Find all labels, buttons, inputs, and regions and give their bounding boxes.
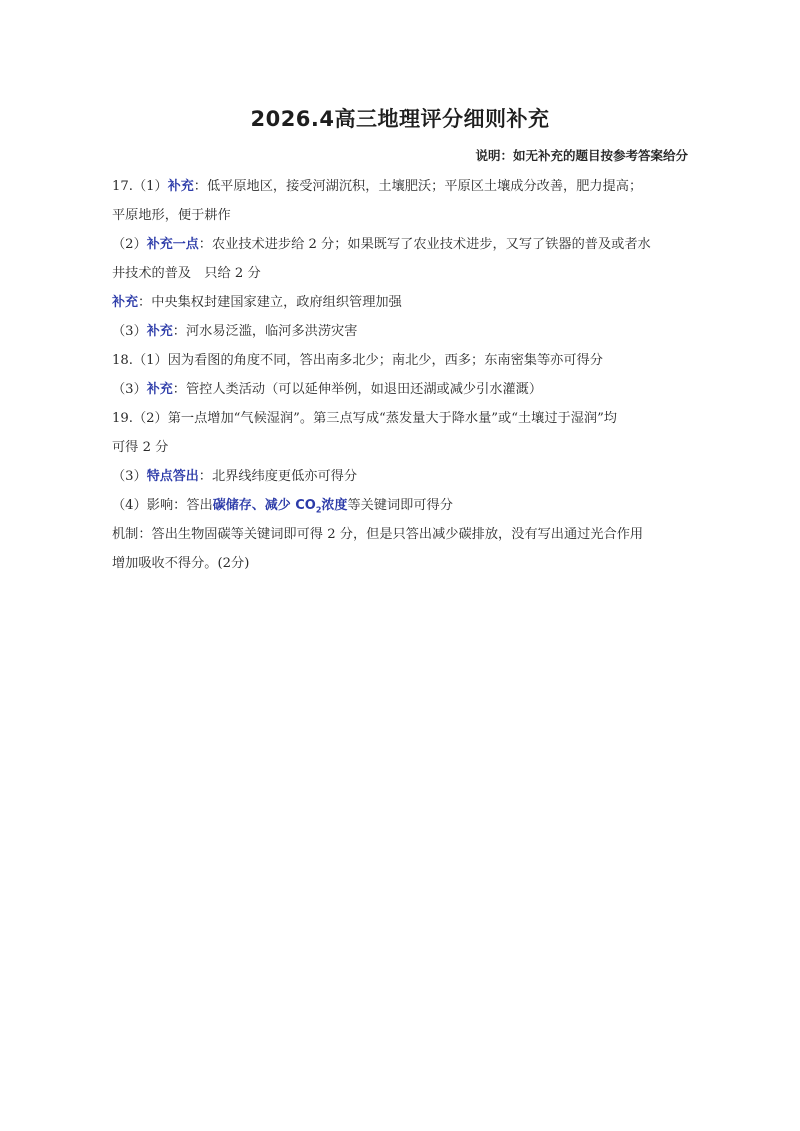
q17-part2-highlight: 补充一点 [146,237,199,252]
q17-part3-number: （3） [112,324,147,339]
q17-part2-line2: 井技术的普及 只给 2 分 [112,266,261,281]
q19-part4-subscript: 2 [315,505,322,515]
q17-part2-supplement [112,288,698,317]
q19-part2-line2: 可得 2 分 [112,440,169,455]
q17-part1-line1 [112,172,698,201]
q18-part3-number: （3） [112,382,147,397]
q19-part4-highlight-b: 浓度 [321,498,348,513]
q17-part3-line [112,317,698,346]
q18-part1-line: 18.（1）因为看图的角度不同，答出南多北少；南北少，西多；东南密集等亦可得分 [112,353,603,368]
scoring-note: 说明：如无补充的题目按参考答案给分 [475,148,688,163]
q17-part1-number: 17.（1） [112,179,168,194]
q17-part1-text: ：低平原地区，接受河湖沉积，土壤肥沃；平原区土壤成分改善，肥力提高； [193,179,643,194]
q19-mechanism-line2: 增加吸收不得分。(2分) [112,556,250,571]
q17-part1-line2: 平原地形，便于耕作 [112,208,231,223]
q19-part4-suffix: 等关键词即可得分 [347,498,453,513]
q19-part3-highlight: 特点答出 [146,469,199,484]
q17-part1-highlight: 补充 [167,179,194,194]
document-body [112,172,698,578]
q17-part2-number: （2） [112,237,147,252]
q19-part4-highlight-a: 碳储存、减少 CO [212,498,316,513]
q17-part2-supplement-text: ：中央集权封建国家建立，政府组织管理加强 [138,295,402,310]
q17-part3-highlight: 补充 [146,324,173,339]
document-title: 2026.4高三地理评分细则补充 [250,107,550,131]
q19-part3-number: （3） [112,469,147,484]
q19-part3-line [112,462,698,491]
q17-part2-supplement-highlight: 补充 [112,295,139,310]
q18-part3-line [112,375,698,404]
q19-part2-line1: 19.（2）第一点增加“气候湿润”。第三点写成“蒸发量大于降水量”或“土壤过于湿润”均 [112,411,617,426]
q19-part4-highlight [213,498,348,513]
q19-part4-line [112,491,698,520]
q18-part3-text: ：管控人类活动（可以延伸举例，如退田还湖或减少引水灌溉） [172,382,543,397]
q17-part2-line1 [112,230,698,259]
q19-part3-text: ：北界线纬度更低亦可得分 [198,469,358,484]
q19-mechanism-line1: 机制：答出生物固碳等关键词即可得 2 分，但是只答出减少碳排放，没有写出通过光合作用 [112,527,644,542]
q19-part4-prefix: （4）影响：答出 [112,498,213,513]
q17-part2-text: ：农业技术进步给 2 分；如果既写了农业技术进步，又写了铁器的普及或者水 [198,237,651,252]
q17-part3-text: ：河水易泛滥，临河多洪涝灾害 [172,324,358,339]
q18-part3-highlight: 补充 [146,382,173,397]
